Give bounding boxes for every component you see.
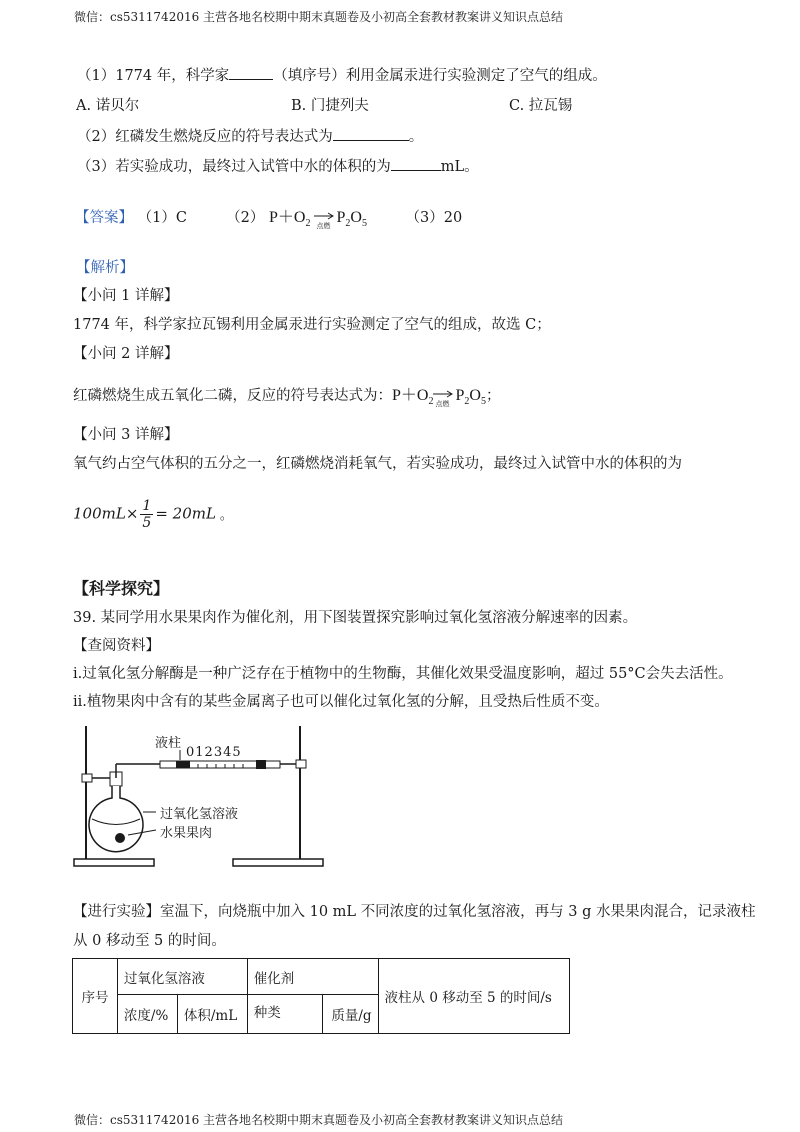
- header-volume: 体积/mL: [177, 995, 247, 1034]
- q1-line2-post: 。: [408, 129, 424, 145]
- answer-line: [75, 204, 462, 229]
- q1-line3: [77, 155, 479, 176]
- left-stand-base: [74, 859, 154, 866]
- analysis-para-2-text: 红磷燃烧生成五氧化二磷，反应的符号表达式为：: [73, 388, 392, 404]
- eq2-condition: 点燃: [435, 400, 450, 408]
- analysis-para-2: [73, 382, 500, 407]
- analysis-tag: 【解析】: [76, 260, 134, 276]
- answer-blank-1[interactable]: [229, 65, 273, 80]
- analysis-equation: [392, 387, 486, 408]
- answer-part2: （2）: [226, 210, 265, 226]
- q1-line2: [77, 125, 423, 146]
- frac-denominator: 5: [142, 515, 152, 531]
- eq2-o5-sub: 5: [480, 396, 486, 407]
- answer-blank-3[interactable]: [391, 156, 441, 171]
- header-concentration: 浓度/%: [117, 995, 177, 1034]
- analysis-para-3: 氧气约占空气体积的五分之一，红磷燃烧消耗氧气，若实验成功，最终过入试管中水的体积的为: [73, 456, 682, 472]
- answer-equation: [269, 209, 371, 230]
- eq-reactants: P＋O: [269, 209, 306, 226]
- section-title: 【科学探究】: [73, 579, 170, 598]
- eq2-p-sub: 2: [464, 396, 470, 407]
- calc-expression: [73, 498, 233, 531]
- arrow-icon: [433, 386, 455, 408]
- header-kind: 种类: [247, 995, 322, 1034]
- answer-blank-2[interactable]: [333, 126, 409, 141]
- eq2-o-sub: 2: [428, 396, 434, 407]
- q1-line1-post: （填序号）利用金属汞进行实验测定了空气的组成。: [273, 68, 607, 84]
- label-scale: 012345: [186, 745, 242, 760]
- flask-body: [89, 786, 143, 852]
- experiment-line-1: 【进行实验】室温下，向烧瓶中加入 10 mL 不同浓度的过氧化氢溶液，再与 3 g 水果果肉混合，记录液柱: [73, 904, 756, 920]
- q1-line1: [77, 64, 607, 85]
- eq2-product-p: P: [455, 387, 465, 404]
- q1-line3-post: mL。: [440, 159, 479, 175]
- label-pulp: 水果果肉: [160, 826, 213, 841]
- eq-condition: 点燃: [316, 222, 331, 230]
- q1-line2-pre: （2）红磷发生燃烧反应的符号表达式为: [77, 129, 333, 145]
- left-clamp: [82, 774, 92, 782]
- page-header: 微信：cs5311742016 主营各地名校期中期末真题卷及小初高全套教材教案讲义知识点总结: [74, 10, 564, 24]
- analysis-heading-2: 【小问 2 详解】: [73, 346, 179, 362]
- calc-left: 100mL×: [73, 504, 139, 523]
- option-a: A. 诺贝尔: [76, 98, 140, 114]
- header-mass: 质量/g: [322, 995, 378, 1034]
- experiment-table: [72, 958, 570, 1034]
- header-catalyst: 催化剂: [247, 959, 378, 995]
- label-column: 液柱: [155, 736, 182, 751]
- eq2-reactants: P＋O: [392, 387, 429, 404]
- apparatus-figure: [70, 720, 330, 872]
- analysis-para-1: 1774 年，科学家拉瓦锡利用金属汞进行实验测定了空气的组成，故选 C；: [73, 317, 551, 333]
- eq-product-p: P: [336, 209, 346, 226]
- fruit-pulp: [115, 833, 125, 843]
- calc-end: 。: [219, 507, 233, 523]
- analysis-heading-3: 【小问 3 详解】: [73, 427, 179, 443]
- answer-tag: 【答案】: [75, 210, 133, 226]
- eq-o5-sub: 5: [361, 218, 367, 229]
- right-clamp: [296, 760, 306, 768]
- analysis-para-2-end: ；: [485, 388, 501, 404]
- eq-product-o: O: [350, 209, 362, 226]
- page-footer: 微信：cs5311742016 主营各地名校期中期末真题卷及小初高全套教材教案讲义知识点总结: [74, 1113, 564, 1127]
- eq2-product-o: O: [469, 387, 481, 404]
- arrow-icon: [314, 208, 336, 230]
- label-solution: 过氧化氢溶液: [160, 807, 239, 822]
- header-index: 序号: [73, 959, 118, 1034]
- eq-o-sub: 2: [305, 218, 311, 229]
- q39-reference-ii: ii.植物果肉中含有的某些金属离子也可以催化过氧化氢的分解，且受热后性质不变。: [73, 694, 609, 710]
- q1-line3-pre: （3）若实验成功，最终过入试管中水的体积的为: [77, 159, 391, 175]
- eq-p-sub: 2: [345, 218, 351, 229]
- q39-reference-title: 【查阅资料】: [73, 638, 160, 654]
- option-b: B. 门捷列夫: [291, 98, 369, 114]
- experiment-line-2: 从 0 移动至 5 的时间。: [73, 933, 226, 949]
- q39-reference-i: i.过氧化氢分解酶是一种广泛存在于植物中的生物酶，其催化效果受温度影响，超过 55°C会失去活性。: [73, 666, 733, 682]
- header-time: 液柱从 0 移动至 5 的时间/s: [378, 959, 569, 1034]
- fraction: [140, 498, 153, 531]
- q1-line1-pre: （1）1774 年，科学家: [77, 68, 230, 84]
- calc-right: = 20mL: [155, 504, 216, 523]
- analysis-heading-1: 【小问 1 详解】: [73, 288, 179, 304]
- tube-end-stopper: [256, 760, 266, 769]
- frac-numerator: 1: [142, 498, 152, 514]
- right-stand-base: [233, 859, 323, 866]
- q39-stem: 39. 某同学用水果果肉作为催化剂，用下图装置探究影响过氧化氢溶液分解速率的因素。: [73, 610, 638, 626]
- header-h2o2: 过氧化氢溶液: [117, 959, 247, 995]
- answer-part3: （3）20: [405, 210, 463, 226]
- liquid-column: [176, 761, 190, 768]
- option-c: C. 拉瓦锡: [509, 98, 573, 114]
- answer-part1: （1）C: [137, 210, 187, 226]
